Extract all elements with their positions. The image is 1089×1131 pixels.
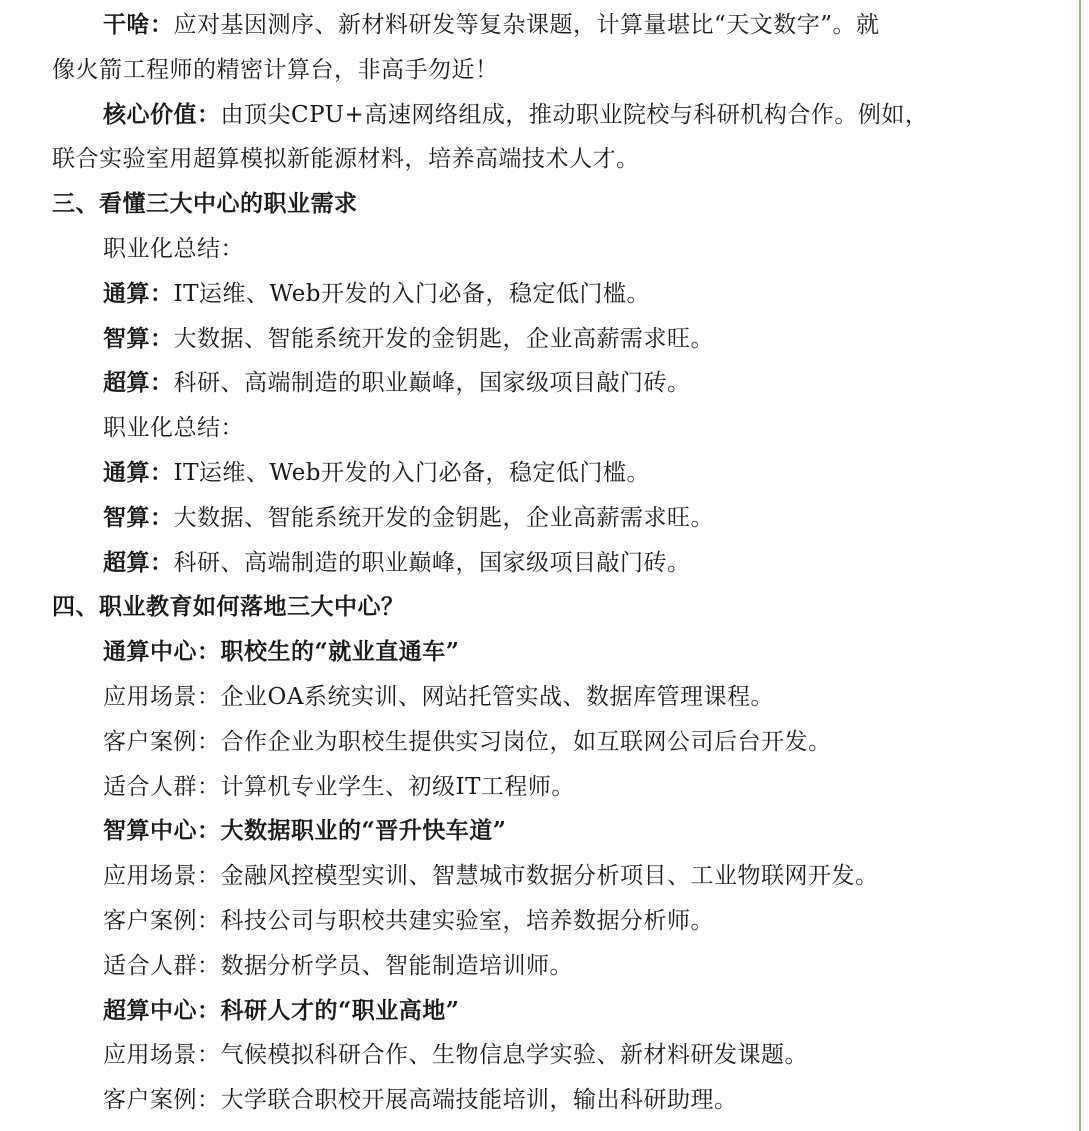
item-label: 通算： [103,279,174,307]
section-heading-3: 三、看懂三大中心的职业需求 [52,190,358,218]
center-case: 客户案例：合作企业为职校生提供实习岗位，如互联网公司后台开发。 [103,728,832,755]
center-scene: 应用场景：企业OA系统实训、网站托管实战、数据库管理课程。 [103,683,774,710]
center-title: 智算中心：大数据职业的“晋升快车道” [103,817,507,845]
section-heading-4: 四、职业教育如何落地三大中心？ [52,593,405,621]
item-label: 智算： [103,324,174,352]
paragraph-text: 由顶尖CPU+高速网络组成，推动职业院校与科研机构合作。例如， [220,101,929,128]
list-item [52,541,1052,586]
list-item [52,361,1052,406]
summary-label: 职业化总结： [103,415,244,442]
center-case: 客户案例：科技公司与职校共建实验室，培养数据分析师。 [103,907,714,934]
center-scene: 应用场景：气候模拟科研合作、生物信息学实验、新材料研发课题。 [103,1042,808,1069]
list-item [52,451,1052,496]
item-text: 科研、高端制造的职业巅峰，国家级项目敲门砖。 [173,549,691,576]
center-case: 客户案例：大学联合职校开展高端技能培训，输出科研助理。 [103,1087,738,1114]
paragraph-what-cont: 像火箭工程师的精密计算台，非高手勿近！ [52,56,499,83]
paragraph-label: 核心价值： [103,100,221,128]
article-body [52,3,1052,1123]
list-item [52,272,1052,317]
paragraph-text: 应对基因测序、新材料研发等复杂课题，计算量堪比“天文数字”。就 [173,12,880,38]
center-scene: 应用场景：金融风控模型实训、智慧城市数据分析项目、工业物联网开发。 [103,863,879,890]
paragraph-what [52,3,1052,48]
item-label: 通算： [103,458,174,486]
center-title: 超算中心：科研人才的“职业高地” [103,996,460,1024]
item-text: IT运维、Web开发的入门必备，稳定低门槛。 [173,459,651,486]
list-item [52,496,1052,541]
item-label: 超算： [103,369,174,397]
item-label: 智算： [103,503,174,531]
summary-label: 职业化总结： [103,235,244,262]
paragraph-core-value-cont: 联合实验室用超算模拟新能源材料，培养高端技术人才。 [52,146,640,173]
center-people: 适合人群：计算机专业学生、初级IT工程师。 [103,773,575,800]
center-people: 适合人群：数据分析学员、智能制造培训师。 [103,952,573,979]
center-title: 通算中心：职校生的“就业直通车” [103,638,460,666]
item-text: 大数据、智能系统开发的金钥匙，企业高薪需求旺。 [173,325,714,352]
item-text: IT运维、Web开发的入门必备，稳定低门槛。 [173,280,651,307]
item-text: 大数据、智能系统开发的金钥匙，企业高薪需求旺。 [173,504,714,531]
paragraph-label: 干啥： [103,11,174,38]
item-label: 超算： [103,548,174,576]
item-text: 科研、高端制造的职业巅峰，国家级项目敲门砖。 [173,370,691,397]
list-item [52,317,1052,362]
paragraph-core-value [52,93,1052,138]
